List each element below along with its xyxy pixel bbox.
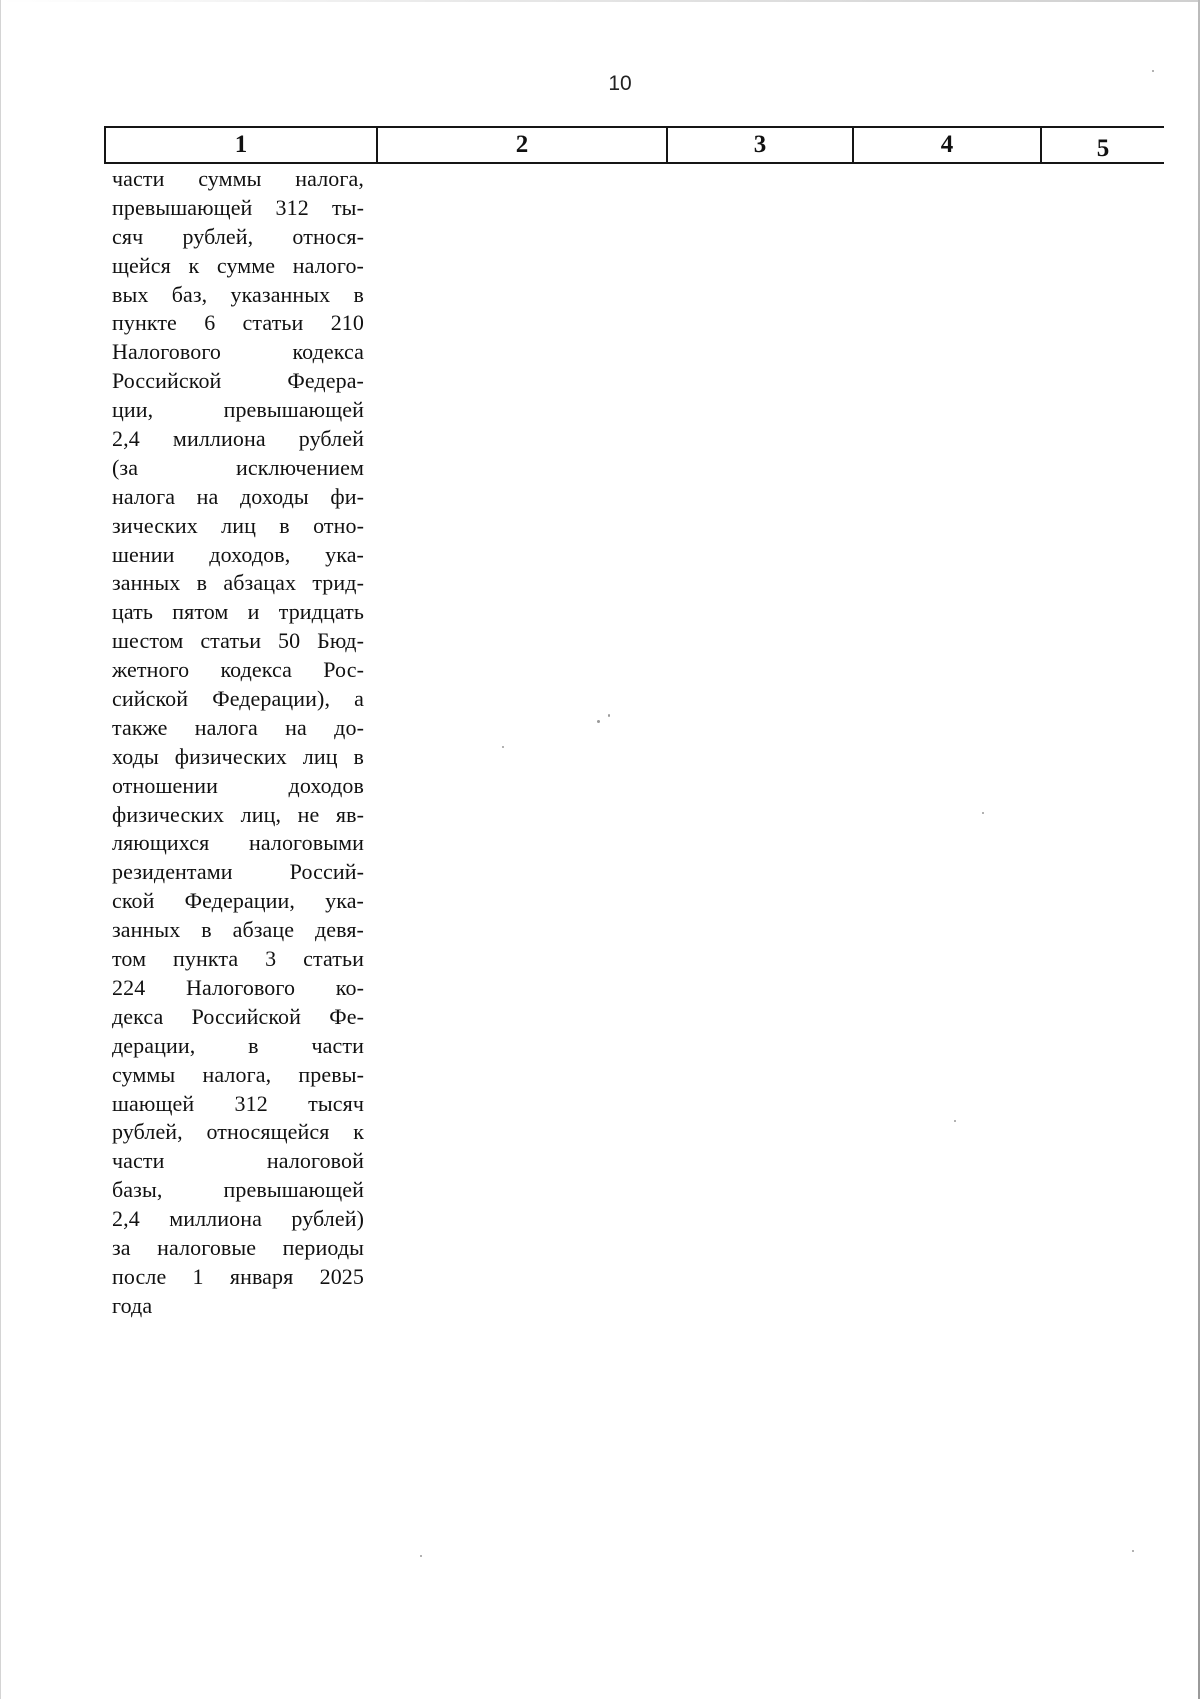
table-cell-column-1 [112,165,364,1321]
cell-text-line: сийской Федерации), а [112,686,364,712]
table-header-label: 3 [753,131,767,158]
cell-text-line: также налога на до- [112,714,364,740]
cell-text-line: отношении доходов [112,772,364,798]
cell-text-line: Российской Федера- [112,368,364,394]
cell-text-line: сяч рублей, относя- [112,223,364,249]
table-header-label: 2 [515,131,529,158]
cell-text-line: превышающей 312 ты- [112,194,364,220]
cell-text-line: базы, превышающей [112,1177,364,1203]
cell-text-line: суммы налога, превы- [112,1061,364,1087]
cell-text-line: пункте 6 статьи 210 [112,310,364,336]
table-header-col-2 [376,128,666,162]
scan-speck [954,1120,956,1122]
page-number: 10 [608,72,632,95]
cell-text-line: части налоговой [112,1148,364,1174]
scan-left-edge [0,0,1,1699]
cell-text-line: шающей 312 тысяч [112,1090,364,1116]
cell-text-line: части суммы налога, [112,166,364,191]
cell-text-line: том пункта 3 статьи [112,946,364,972]
cell-text-line: 224 Налогового ко- [112,974,364,1000]
table-header-label: 5 [1096,135,1110,162]
cell-text-line: 2,4 миллиона рублей) [112,1206,364,1232]
scan-speck [597,720,600,723]
cell-text-line: жетного кодекса Рос- [112,657,364,683]
scan-speck [1132,1550,1134,1552]
scan-speck [1152,70,1154,72]
cell-text-line: шестом статьи 50 Бюд- [112,628,364,654]
cell-text-line: года [112,1292,153,1318]
table-header-label: 1 [234,131,248,158]
cell-text-line: занных в абзацах трид- [112,570,364,596]
table-header-row [104,126,1164,164]
cell-text-line: Налогового кодекса [112,339,364,365]
cell-text-line: зических лиц в отно- [112,512,364,538]
cell-text-line: после 1 января 2025 [112,1263,364,1289]
scan-speck [420,1555,422,1557]
cell-text-line: ляющихся налоговыми [112,830,364,856]
cell-text-line: цать пятом и тридцать [112,599,364,625]
cell-text-line: за налоговые периоды [112,1234,364,1260]
table-header-col-4 [852,128,1040,162]
cell-text-line: декса Российской Фе- [112,1003,364,1029]
scan-speck [502,746,504,748]
scan-top-edge [0,0,1200,2]
cell-text-line: щейся к сумме налого- [112,252,364,278]
cell-text-line: дерации, в части [112,1032,364,1058]
cell-text-line: (за исключением [112,454,364,480]
cell-text-line: физических лиц, не яв- [112,801,364,827]
cell-text-line: ской Федерации, ука- [112,888,364,914]
cell-text-line: ходы физических лиц в [112,743,364,769]
table-header-col-5 [1040,128,1164,162]
cell-text-line: 2,4 миллиона рублей [112,426,364,452]
table-header-col-3 [666,128,852,162]
cell-text-line: рублей, относящейся к [112,1119,364,1145]
scan-speck [608,714,610,717]
scan-speck [982,812,984,814]
table-header-col-1 [104,128,376,162]
cell-text-line: шении доходов, ука- [112,541,364,567]
cell-text-line: резидентами Россий- [112,859,364,885]
cell-text-line: ции, превышающей [112,397,364,423]
cell-text-line: налога на доходы фи- [112,483,364,509]
cell-text-line: занных в абзаце девя- [112,917,364,943]
cell-text-line: вых баз, указанных в [112,281,364,307]
table-header-label: 4 [940,131,954,158]
